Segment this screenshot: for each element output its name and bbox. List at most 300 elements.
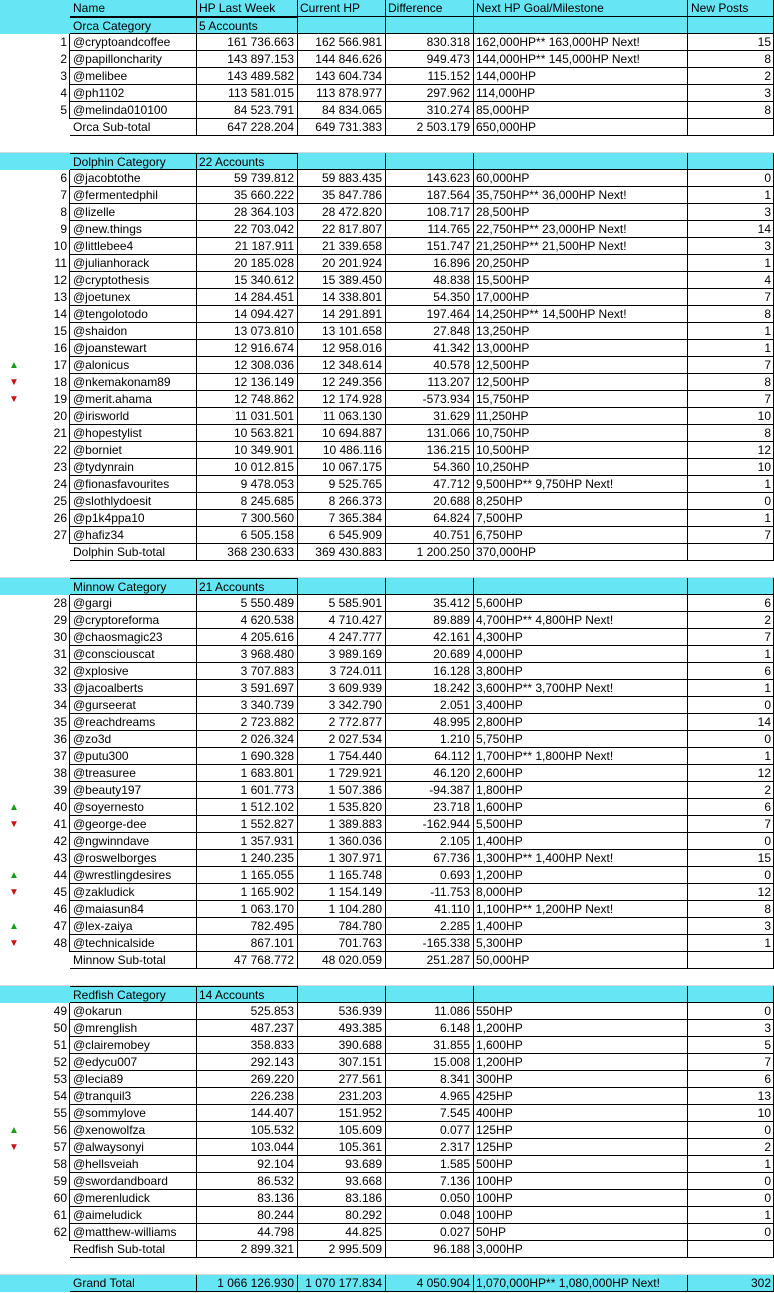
difference-cell[interactable]: 136.215 — [386, 442, 474, 459]
new-posts-cell[interactable]: 7 — [688, 1054, 774, 1071]
account-name-cell[interactable]: @hellsveiah — [70, 1156, 197, 1173]
account-name-cell[interactable]: @shaidon — [70, 323, 197, 340]
hp-last-week-cell[interactable]: 1 512.102 — [197, 799, 298, 816]
goal-cell[interactable]: 1,600HP — [474, 799, 688, 816]
goal-cell[interactable]: 35,750HP** 36,000HP Next! — [474, 187, 688, 204]
account-name-cell[interactable]: @roswelborges — [70, 850, 197, 867]
account-name-cell[interactable]: @new.things — [70, 221, 197, 238]
empty-cell[interactable] — [298, 17, 386, 34]
new-posts-cell[interactable]: 8 — [688, 901, 774, 918]
difference-cell[interactable]: 11.086 — [386, 1003, 474, 1020]
subtotal-label[interactable]: Minnow Sub-total — [70, 952, 197, 969]
difference-cell[interactable]: 89.889 — [386, 612, 474, 629]
account-name-cell[interactable]: @lecia89 — [70, 1071, 197, 1088]
new-posts-cell[interactable]: 3 — [688, 918, 774, 935]
account-name-cell[interactable]: @lizelle — [70, 204, 197, 221]
account-name-cell[interactable]: @littlebee4 — [70, 238, 197, 255]
new-posts-cell[interactable]: 8 — [688, 51, 774, 68]
account-name-cell[interactable]: @beauty197 — [70, 782, 197, 799]
new-posts-cell[interactable]: 0 — [688, 1122, 774, 1139]
column-header-new-posts[interactable]: New Posts — [688, 0, 774, 17]
difference-cell[interactable]: 64.824 — [386, 510, 474, 527]
current-hp-cell[interactable]: 8 266.373 — [298, 493, 386, 510]
current-hp-cell[interactable]: 151.952 — [298, 1105, 386, 1122]
difference-cell[interactable]: 187.564 — [386, 187, 474, 204]
current-hp-cell[interactable]: 162 566.981 — [298, 34, 386, 51]
account-name-cell[interactable]: @maiasun84 — [70, 901, 197, 918]
account-name-cell[interactable]: @alonicus — [70, 357, 197, 374]
hp-last-week-cell[interactable]: 15 340.612 — [197, 272, 298, 289]
subtotal-posts[interactable] — [688, 1241, 774, 1258]
account-name-cell[interactable]: @swordandboard — [70, 1173, 197, 1190]
current-hp-cell[interactable]: 21 339.658 — [298, 238, 386, 255]
account-name-cell[interactable]: @tranquil3 — [70, 1088, 197, 1105]
goal-cell[interactable]: 8,250HP — [474, 493, 688, 510]
subtotal-difference[interactable]: 96.188 — [386, 1241, 474, 1258]
hp-last-week-cell[interactable]: 5 550.489 — [197, 595, 298, 612]
current-hp-cell[interactable]: 93.689 — [298, 1156, 386, 1173]
new-posts-cell[interactable]: 4 — [688, 272, 774, 289]
current-hp-cell[interactable]: 105.361 — [298, 1139, 386, 1156]
account-name-cell[interactable]: @technicalside — [70, 935, 197, 952]
hp-last-week-cell[interactable]: 1 683.801 — [197, 765, 298, 782]
new-posts-cell[interactable]: 0 — [688, 731, 774, 748]
account-name-cell[interactable]: @okarun — [70, 1003, 197, 1020]
current-hp-cell[interactable]: 1 535.820 — [298, 799, 386, 816]
goal-cell[interactable]: 15,750HP — [474, 391, 688, 408]
hp-last-week-cell[interactable]: 3 707.883 — [197, 663, 298, 680]
new-posts-cell[interactable]: 1 — [688, 510, 774, 527]
current-hp-cell[interactable]: 7 365.384 — [298, 510, 386, 527]
empty-cell[interactable] — [688, 578, 774, 595]
difference-cell[interactable]: 64.112 — [386, 748, 474, 765]
difference-cell[interactable]: 7.545 — [386, 1105, 474, 1122]
current-hp-cell[interactable]: 307.151 — [298, 1054, 386, 1071]
new-posts-cell[interactable]: 1 — [688, 323, 774, 340]
hp-last-week-cell[interactable]: 28 364.103 — [197, 204, 298, 221]
new-posts-cell[interactable]: 1 — [688, 340, 774, 357]
difference-cell[interactable]: -162.944 — [386, 816, 474, 833]
subtotal-difference[interactable]: 1 200.250 — [386, 544, 474, 561]
difference-cell[interactable]: -573.934 — [386, 391, 474, 408]
category-title[interactable]: Dolphin Category — [70, 153, 197, 170]
hp-last-week-cell[interactable]: 86.532 — [197, 1173, 298, 1190]
current-hp-cell[interactable]: 3 724.011 — [298, 663, 386, 680]
difference-cell[interactable]: 114.765 — [386, 221, 474, 238]
column-header-goal[interactable]: Next HP Goal/Milestone — [474, 0, 688, 17]
empty-cell[interactable] — [386, 153, 474, 170]
new-posts-cell[interactable]: 6 — [688, 1071, 774, 1088]
difference-cell[interactable]: 297.962 — [386, 85, 474, 102]
empty-cell[interactable] — [474, 153, 688, 170]
hp-last-week-cell[interactable]: 84 523.791 — [197, 102, 298, 119]
new-posts-cell[interactable]: 0 — [688, 1190, 774, 1207]
goal-cell[interactable]: 21,250HP** 21,500HP Next! — [474, 238, 688, 255]
empty-cell[interactable] — [298, 578, 386, 595]
empty-cell[interactable] — [386, 986, 474, 1003]
goal-cell[interactable]: 13,250HP — [474, 323, 688, 340]
current-hp-cell[interactable]: 4 247.777 — [298, 629, 386, 646]
new-posts-cell[interactable]: 8 — [688, 306, 774, 323]
goal-cell[interactable]: 4,000HP — [474, 646, 688, 663]
current-hp-cell[interactable]: 93.668 — [298, 1173, 386, 1190]
current-hp-cell[interactable]: 3 609.939 — [298, 680, 386, 697]
account-name-cell[interactable]: @reachdreams — [70, 714, 197, 731]
goal-cell[interactable]: 12,500HP — [474, 374, 688, 391]
current-hp-cell[interactable]: 10 067.175 — [298, 459, 386, 476]
new-posts-cell[interactable]: 0 — [688, 1003, 774, 1020]
current-hp-cell[interactable]: 14 291.891 — [298, 306, 386, 323]
difference-cell[interactable]: 27.848 — [386, 323, 474, 340]
new-posts-cell[interactable]: 1 — [688, 1156, 774, 1173]
hp-last-week-cell[interactable]: 269.220 — [197, 1071, 298, 1088]
hp-last-week-cell[interactable]: 21 187.911 — [197, 238, 298, 255]
new-posts-cell[interactable]: 3 — [688, 238, 774, 255]
difference-cell[interactable]: 8.341 — [386, 1071, 474, 1088]
account-name-cell[interactable]: @joetunex — [70, 289, 197, 306]
goal-cell[interactable]: 5,750HP — [474, 731, 688, 748]
goal-cell[interactable]: 14,250HP** 14,500HP Next! — [474, 306, 688, 323]
current-hp-cell[interactable]: 1 165.748 — [298, 867, 386, 884]
account-name-cell[interactable]: @mrenglish — [70, 1020, 197, 1037]
hp-last-week-cell[interactable]: 12 748.862 — [197, 391, 298, 408]
hp-last-week-cell[interactable]: 113 581.015 — [197, 85, 298, 102]
new-posts-cell[interactable]: 1 — [688, 255, 774, 272]
current-hp-cell[interactable]: 35 847.786 — [298, 187, 386, 204]
new-posts-cell[interactable]: 2 — [688, 612, 774, 629]
difference-cell[interactable]: 949.473 — [386, 51, 474, 68]
subtotal-posts[interactable] — [688, 119, 774, 136]
empty-cell[interactable] — [688, 986, 774, 1003]
hp-last-week-cell[interactable]: 1 240.235 — [197, 850, 298, 867]
new-posts-cell[interactable]: 1 — [688, 935, 774, 952]
new-posts-cell[interactable]: 6 — [688, 799, 774, 816]
difference-cell[interactable]: 18.242 — [386, 680, 474, 697]
new-posts-cell[interactable]: 7 — [688, 816, 774, 833]
difference-cell[interactable]: 2.317 — [386, 1139, 474, 1156]
difference-cell[interactable]: 48.838 — [386, 272, 474, 289]
hp-last-week-cell[interactable]: 105.532 — [197, 1122, 298, 1139]
goal-cell[interactable]: 85,000HP — [474, 102, 688, 119]
goal-cell[interactable]: 3,800HP — [474, 663, 688, 680]
difference-cell[interactable]: 7.136 — [386, 1173, 474, 1190]
account-name-cell[interactable]: @clairemobey — [70, 1037, 197, 1054]
hp-last-week-cell[interactable]: 2 723.882 — [197, 714, 298, 731]
current-hp-cell[interactable]: 44.825 — [298, 1224, 386, 1241]
goal-cell[interactable]: 10,250HP — [474, 459, 688, 476]
account-name-cell[interactable]: @soyernesto — [70, 799, 197, 816]
new-posts-cell[interactable]: 1 — [688, 646, 774, 663]
goal-cell[interactable]: 125HP — [474, 1139, 688, 1156]
account-name-cell[interactable]: @melinda010100 — [70, 102, 197, 119]
goal-cell[interactable]: 17,000HP — [474, 289, 688, 306]
new-posts-cell[interactable]: 8 — [688, 425, 774, 442]
hp-last-week-cell[interactable]: 10 349.901 — [197, 442, 298, 459]
goal-cell[interactable]: 13,000HP — [474, 340, 688, 357]
hp-last-week-cell[interactable]: 9 478.053 — [197, 476, 298, 493]
empty-cell[interactable] — [298, 153, 386, 170]
hp-last-week-cell[interactable]: 12 916.674 — [197, 340, 298, 357]
difference-cell[interactable]: 115.152 — [386, 68, 474, 85]
hp-last-week-cell[interactable]: 487.237 — [197, 1020, 298, 1037]
new-posts-cell[interactable]: 0 — [688, 1173, 774, 1190]
goal-cell[interactable]: 1,300HP** 1,400HP Next! — [474, 850, 688, 867]
account-name-cell[interactable]: @hopestylist — [70, 425, 197, 442]
hp-last-week-cell[interactable]: 7 300.560 — [197, 510, 298, 527]
difference-cell[interactable]: -11.753 — [386, 884, 474, 901]
goal-cell[interactable]: 125HP — [474, 1122, 688, 1139]
account-name-cell[interactable]: @gargi — [70, 595, 197, 612]
current-hp-cell[interactable]: 2 772.877 — [298, 714, 386, 731]
hp-last-week-cell[interactable]: 4 620.538 — [197, 612, 298, 629]
goal-cell[interactable]: 4,700HP** 4,800HP Next! — [474, 612, 688, 629]
goal-cell[interactable]: 550HP — [474, 1003, 688, 1020]
account-name-cell[interactable]: @consciouscat — [70, 646, 197, 663]
hp-last-week-cell[interactable]: 10 563.821 — [197, 425, 298, 442]
difference-cell[interactable]: 54.350 — [386, 289, 474, 306]
difference-cell[interactable]: 0.048 — [386, 1207, 474, 1224]
goal-cell[interactable]: 2,600HP — [474, 765, 688, 782]
difference-cell[interactable]: -165.338 — [386, 935, 474, 952]
difference-cell[interactable]: 131.066 — [386, 425, 474, 442]
difference-cell[interactable]: 16.896 — [386, 255, 474, 272]
difference-cell[interactable]: 41.342 — [386, 340, 474, 357]
account-name-cell[interactable]: @tydynrain — [70, 459, 197, 476]
new-posts-cell[interactable]: 7 — [688, 527, 774, 544]
new-posts-cell[interactable]: 6 — [688, 663, 774, 680]
account-name-cell[interactable]: @borniet — [70, 442, 197, 459]
new-posts-cell[interactable]: 5 — [688, 1037, 774, 1054]
current-hp-cell[interactable]: 20 201.924 — [298, 255, 386, 272]
empty-cell[interactable] — [474, 578, 688, 595]
hp-last-week-cell[interactable]: 103.044 — [197, 1139, 298, 1156]
subtotal-current-hp[interactable]: 2 995.509 — [298, 1241, 386, 1258]
difference-cell[interactable]: 41.110 — [386, 901, 474, 918]
new-posts-cell[interactable]: 12 — [688, 442, 774, 459]
account-name-cell[interactable]: @fionasfavourites — [70, 476, 197, 493]
subtotal-goal[interactable]: 650,000HP — [474, 119, 688, 136]
new-posts-cell[interactable]: 7 — [688, 629, 774, 646]
goal-cell[interactable]: 3,600HP** 3,700HP Next! — [474, 680, 688, 697]
current-hp-cell[interactable]: 10 694.887 — [298, 425, 386, 442]
hp-last-week-cell[interactable]: 10 012.815 — [197, 459, 298, 476]
goal-cell[interactable]: 60,000HP — [474, 170, 688, 187]
category-account-count[interactable]: 5 Accounts — [197, 17, 298, 34]
account-name-cell[interactable]: @nkemakonam89 — [70, 374, 197, 391]
new-posts-cell[interactable]: 6 — [688, 595, 774, 612]
empty-cell[interactable] — [386, 17, 474, 34]
current-hp-cell[interactable]: 11 063.130 — [298, 408, 386, 425]
current-hp-cell[interactable]: 3 989.169 — [298, 646, 386, 663]
category-title[interactable]: Redfish Category — [70, 986, 197, 1003]
current-hp-cell[interactable]: 28 472.820 — [298, 204, 386, 221]
difference-cell[interactable]: 35.412 — [386, 595, 474, 612]
current-hp-cell[interactable]: 493.385 — [298, 1020, 386, 1037]
account-name-cell[interactable]: @joanstewart — [70, 340, 197, 357]
grand-total-current-hp[interactable]: 1 070 177.834 — [298, 1275, 386, 1292]
difference-cell[interactable]: 42.161 — [386, 629, 474, 646]
goal-cell[interactable]: 3,400HP — [474, 697, 688, 714]
difference-cell[interactable]: 113.207 — [386, 374, 474, 391]
account-name-cell[interactable]: @cryptoandcoffee — [70, 34, 197, 51]
new-posts-cell[interactable]: 8 — [688, 374, 774, 391]
account-name-cell[interactable]: @putu300 — [70, 748, 197, 765]
current-hp-cell[interactable]: 144 846.626 — [298, 51, 386, 68]
subtotal-posts[interactable] — [688, 952, 774, 969]
account-name-cell[interactable]: @merenludick — [70, 1190, 197, 1207]
difference-cell[interactable]: 20.689 — [386, 646, 474, 663]
column-header-name[interactable]: Name — [70, 0, 197, 17]
account-name-cell[interactable]: @papilloncharity — [70, 51, 197, 68]
difference-cell[interactable]: 2.105 — [386, 833, 474, 850]
grand-total-label[interactable]: Grand Total — [70, 1275, 197, 1292]
goal-cell[interactable]: 11,250HP — [474, 408, 688, 425]
new-posts-cell[interactable]: 0 — [688, 833, 774, 850]
goal-cell[interactable]: 162,000HP** 163,000HP Next! — [474, 34, 688, 51]
new-posts-cell[interactable]: 3 — [688, 85, 774, 102]
new-posts-cell[interactable]: 10 — [688, 1105, 774, 1122]
subtotal-hp-last-week[interactable]: 368 230.633 — [197, 544, 298, 561]
current-hp-cell[interactable]: 5 585.901 — [298, 595, 386, 612]
new-posts-cell[interactable]: 1 — [688, 1207, 774, 1224]
difference-cell[interactable]: 46.120 — [386, 765, 474, 782]
goal-cell[interactable]: 15,500HP — [474, 272, 688, 289]
difference-cell[interactable]: 15.008 — [386, 1054, 474, 1071]
hp-last-week-cell[interactable]: 782.495 — [197, 918, 298, 935]
current-hp-cell[interactable]: 13 101.658 — [298, 323, 386, 340]
difference-cell[interactable]: 197.464 — [386, 306, 474, 323]
current-hp-cell[interactable]: 143 604.734 — [298, 68, 386, 85]
current-hp-cell[interactable]: 2 027.534 — [298, 731, 386, 748]
current-hp-cell[interactable]: 83.186 — [298, 1190, 386, 1207]
account-name-cell[interactable]: @xplosive — [70, 663, 197, 680]
account-name-cell[interactable]: @matthew-williams — [70, 1224, 197, 1241]
difference-cell[interactable]: 31.629 — [386, 408, 474, 425]
subtotal-goal[interactable]: 370,000HP — [474, 544, 688, 561]
new-posts-cell[interactable]: 15 — [688, 34, 774, 51]
subtotal-current-hp[interactable]: 369 430.883 — [298, 544, 386, 561]
difference-cell[interactable]: 31.855 — [386, 1037, 474, 1054]
account-name-cell[interactable]: @treasuree — [70, 765, 197, 782]
new-posts-cell[interactable]: 1 — [688, 476, 774, 493]
difference-cell[interactable]: 40.751 — [386, 527, 474, 544]
goal-cell[interactable]: 20,250HP — [474, 255, 688, 272]
goal-cell[interactable]: 50HP — [474, 1224, 688, 1241]
difference-cell[interactable]: 16.128 — [386, 663, 474, 680]
difference-cell[interactable]: 830.318 — [386, 34, 474, 51]
account-name-cell[interactable]: @slothlydoesit — [70, 493, 197, 510]
hp-last-week-cell[interactable]: 1 690.328 — [197, 748, 298, 765]
empty-cell[interactable] — [688, 153, 774, 170]
hp-last-week-cell[interactable]: 83.136 — [197, 1190, 298, 1207]
goal-cell[interactable]: 500HP — [474, 1156, 688, 1173]
account-name-cell[interactable]: @zo3d — [70, 731, 197, 748]
hp-last-week-cell[interactable]: 59 739.812 — [197, 170, 298, 187]
current-hp-cell[interactable]: 12 174.928 — [298, 391, 386, 408]
new-posts-cell[interactable]: 15 — [688, 850, 774, 867]
new-posts-cell[interactable]: 7 — [688, 391, 774, 408]
goal-cell[interactable]: 28,500HP — [474, 204, 688, 221]
hp-last-week-cell[interactable]: 6 505.158 — [197, 527, 298, 544]
account-name-cell[interactable]: @gurseerat — [70, 697, 197, 714]
current-hp-cell[interactable]: 536.939 — [298, 1003, 386, 1020]
new-posts-cell[interactable]: 1 — [688, 748, 774, 765]
account-name-cell[interactable]: @cryptothesis — [70, 272, 197, 289]
goal-cell[interactable]: 144,000HP** 145,000HP Next! — [474, 51, 688, 68]
hp-last-week-cell[interactable]: 143 489.582 — [197, 68, 298, 85]
new-posts-cell[interactable]: 10 — [688, 459, 774, 476]
goal-cell[interactable]: 5,500HP — [474, 816, 688, 833]
hp-last-week-cell[interactable]: 1 063.170 — [197, 901, 298, 918]
account-name-cell[interactable]: @edycu007 — [70, 1054, 197, 1071]
account-name-cell[interactable]: @tengolotodo — [70, 306, 197, 323]
hp-last-week-cell[interactable]: 35 660.222 — [197, 187, 298, 204]
account-name-cell[interactable]: @julianhorack — [70, 255, 197, 272]
new-posts-cell[interactable]: 13 — [688, 1088, 774, 1105]
hp-last-week-cell[interactable]: 525.853 — [197, 1003, 298, 1020]
current-hp-cell[interactable]: 12 249.356 — [298, 374, 386, 391]
new-posts-cell[interactable]: 0 — [688, 867, 774, 884]
difference-cell[interactable]: 48.995 — [386, 714, 474, 731]
goal-cell[interactable]: 1,400HP — [474, 918, 688, 935]
goal-cell[interactable]: 1,200HP — [474, 867, 688, 884]
current-hp-cell[interactable]: 22 817.807 — [298, 221, 386, 238]
subtotal-hp-last-week[interactable]: 647 228.204 — [197, 119, 298, 136]
goal-cell[interactable]: 8,000HP — [474, 884, 688, 901]
goal-cell[interactable]: 10,500HP — [474, 442, 688, 459]
hp-last-week-cell[interactable]: 358.833 — [197, 1037, 298, 1054]
account-name-cell[interactable]: @alwaysonyi — [70, 1139, 197, 1156]
empty-cell[interactable] — [688, 17, 774, 34]
account-name-cell[interactable]: @merit.ahama — [70, 391, 197, 408]
account-name-cell[interactable]: @jacobtothe — [70, 170, 197, 187]
goal-cell[interactable]: 425HP — [474, 1088, 688, 1105]
goal-cell[interactable]: 9,500HP** 9,750HP Next! — [474, 476, 688, 493]
current-hp-cell[interactable]: 1 729.921 — [298, 765, 386, 782]
hp-last-week-cell[interactable]: 44.798 — [197, 1224, 298, 1241]
difference-cell[interactable]: 47.712 — [386, 476, 474, 493]
current-hp-cell[interactable]: 1 754.440 — [298, 748, 386, 765]
current-hp-cell[interactable]: 6 545.909 — [298, 527, 386, 544]
current-hp-cell[interactable]: 80.292 — [298, 1207, 386, 1224]
goal-cell[interactable]: 1,100HP** 1,200HP Next! — [474, 901, 688, 918]
hp-last-week-cell[interactable]: 867.101 — [197, 935, 298, 952]
account-name-cell[interactable]: @wrestlingdesires — [70, 867, 197, 884]
difference-cell[interactable]: 0.693 — [386, 867, 474, 884]
current-hp-cell[interactable]: 1 360.036 — [298, 833, 386, 850]
current-hp-cell[interactable]: 15 389.450 — [298, 272, 386, 289]
hp-last-week-cell[interactable]: 292.143 — [197, 1054, 298, 1071]
account-name-cell[interactable]: @lex-zaiya — [70, 918, 197, 935]
hp-last-week-cell[interactable]: 92.104 — [197, 1156, 298, 1173]
goal-cell[interactable]: 5,600HP — [474, 595, 688, 612]
hp-last-week-cell[interactable]: 3 340.739 — [197, 697, 298, 714]
difference-cell[interactable]: 67.736 — [386, 850, 474, 867]
goal-cell[interactable]: 1,200HP — [474, 1054, 688, 1071]
hp-last-week-cell[interactable]: 1 165.902 — [197, 884, 298, 901]
goal-cell[interactable]: 300HP — [474, 1071, 688, 1088]
goal-cell[interactable]: 2,800HP — [474, 714, 688, 731]
goal-cell[interactable]: 1,700HP** 1,800HP Next! — [474, 748, 688, 765]
hp-last-week-cell[interactable]: 143 897.153 — [197, 51, 298, 68]
column-header-difference[interactable]: Difference — [386, 0, 474, 17]
hp-last-week-cell[interactable]: 13 073.810 — [197, 323, 298, 340]
hp-last-week-cell[interactable]: 1 601.773 — [197, 782, 298, 799]
difference-cell[interactable]: 310.274 — [386, 102, 474, 119]
difference-cell[interactable]: 2.285 — [386, 918, 474, 935]
hp-last-week-cell[interactable]: 8 245.685 — [197, 493, 298, 510]
difference-cell[interactable]: 0.050 — [386, 1190, 474, 1207]
